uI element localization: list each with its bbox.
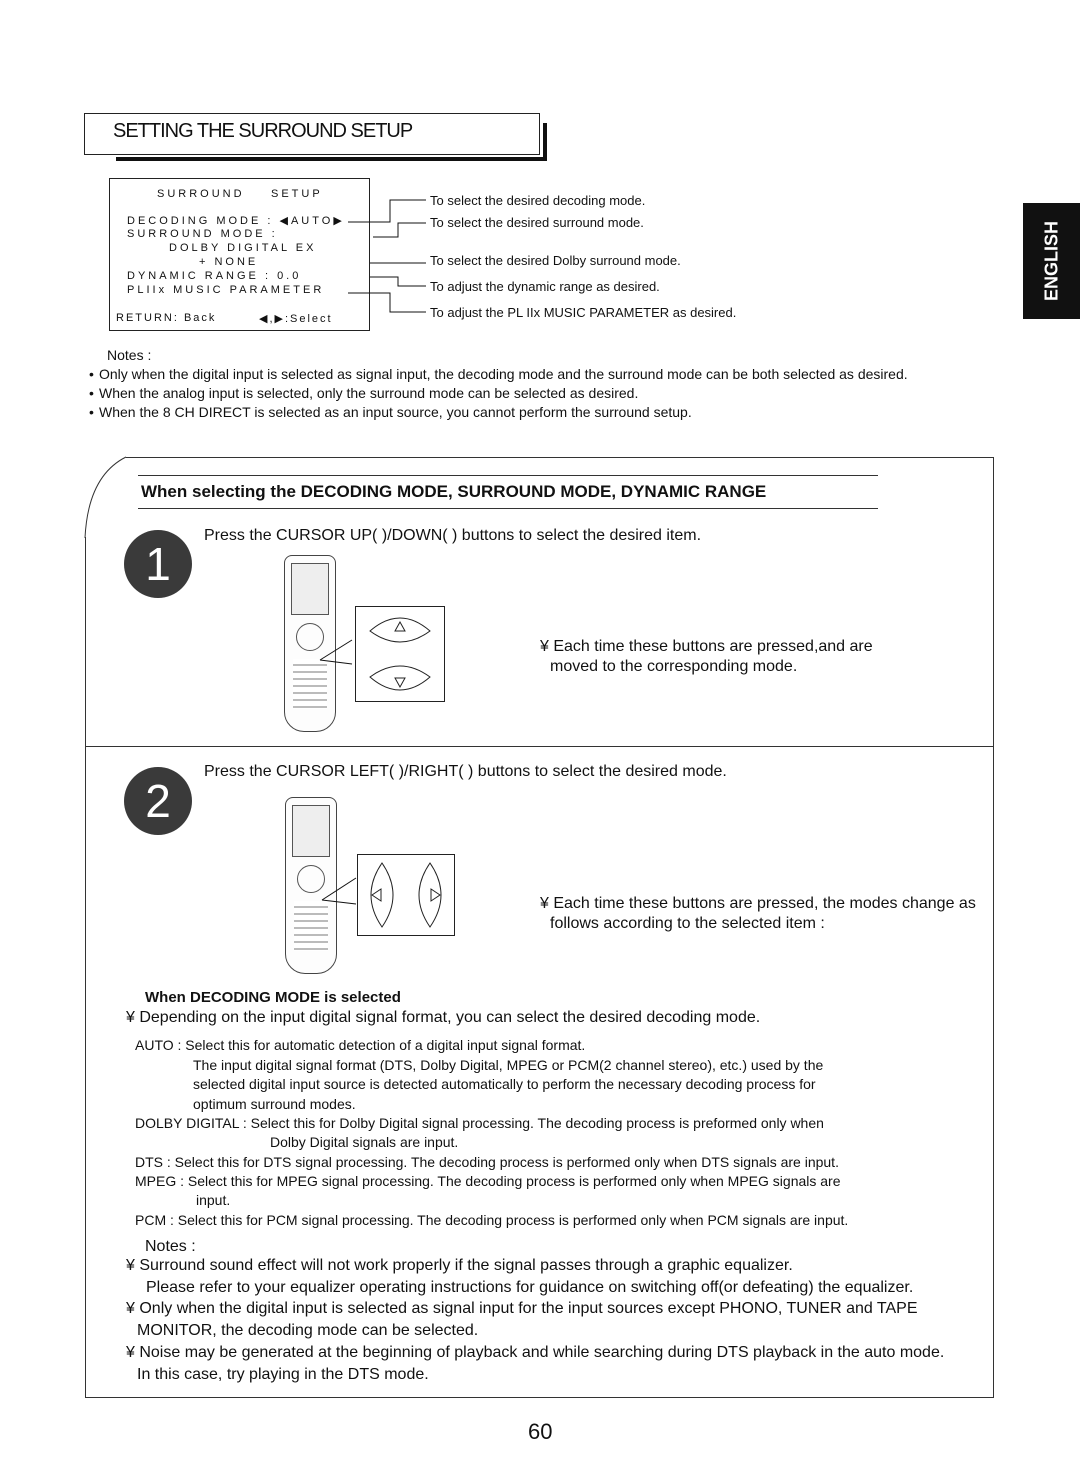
notes-label: Notes : <box>145 1238 196 1255</box>
heading-rule-top <box>138 475 878 476</box>
note-item: ¥ Surround sound effect will not work properly if the signal passes through a graphic equalizer. <box>126 1257 793 1274</box>
def-auto-detail: The input digital signal format (DTS, Dolby Digital, MPEG or PCM(2 channel stereo), etc.) used by the <box>193 1057 824 1073</box>
cursor-up-down-buttons <box>356 607 444 701</box>
pointer-lines <box>320 870 360 910</box>
note-item: In this case, try playing in the DTS mode. <box>137 1366 429 1383</box>
language-tab <box>1023 203 1080 319</box>
page-number: 60 <box>528 1419 553 1444</box>
frame-bottom <box>85 1397 994 1398</box>
menu-dolby-digital-ex: DOLBY DIGITAL EX <box>169 242 317 254</box>
def-dolby-digital: DOLBY DIGITAL : Select this for Dolby Digital signal processing. The decoding process is preformed only when <box>135 1115 824 1131</box>
note-text: When the analog input is selected, only the surround mode can be selected as desired. <box>99 385 639 401</box>
menu-pliix-music: PLIIx MUSIC PARAMETER <box>127 284 325 296</box>
section-heading: When selecting the DECODING MODE, SURROUND MODE, DYNAMIC RANGE <box>141 482 767 501</box>
note-item: • Only when the digital input is selected as signal input, the decoding mode and the surround mode can be both selected as desired. • When the analog input is selected, only the surround mode can be selected as desired. • When the 8 CH DIRECT is selected as an input source, you cannot perform the surround setup. <box>89 365 989 422</box>
def-auto-detail: optimum surround modes. <box>193 1096 356 1112</box>
note-item: ¥ Noise may be generated at the beginning of playback and while searching during DTS playback in the auto mode. <box>126 1344 945 1361</box>
menu-decoding-mode: DECODING MODE : ◀AUTO▶ <box>127 215 345 227</box>
menu-header-left: SURROUND <box>157 188 245 200</box>
callout-leader-lines <box>300 190 430 330</box>
note-item: Please refer to your equalizer operating instructions for guidance on switching off(or defeating) the equalizer. <box>146 1279 914 1296</box>
def-mpeg: MPEG : Select this for MPEG signal processing. The decoding process is performed only when MPEG signals are <box>135 1173 841 1189</box>
step-2-note-line1: ¥ Each time these buttons are pressed, the modes change as <box>540 895 976 912</box>
page-title: SETTING THE SURROUND SETUP <box>113 120 413 142</box>
def-dts: DTS : Select this for DTS signal processing. The decoding process is performed only when DTS signals are input. <box>135 1154 839 1170</box>
left-right-button-diagram <box>357 854 455 936</box>
step-1-badge: 1 <box>124 530 192 598</box>
def-dolby-digital-detail: Dolby Digital signals are input. <box>270 1134 459 1150</box>
callout-surround: To select the desired surround mode. <box>430 215 644 230</box>
pointer-lines <box>318 630 358 670</box>
def-auto: AUTO : Select this for automatic detection of a digital input signal format. <box>135 1037 586 1053</box>
step-2-badge: 2 <box>124 767 192 835</box>
language-tab-label: ENGLISH <box>1041 220 1061 302</box>
def-pcm: PCM : Select this for PCM signal processing. The decoding process is performed only when PCM signals are input. <box>135 1212 849 1228</box>
menu-footer-select: ◀,▶:Select <box>259 313 333 325</box>
note-text: Only when the digital input is selected as signal input, the decoding mode and the surround mode can be both selected as desired. <box>99 366 908 382</box>
remote-display <box>291 563 329 615</box>
frame-divider <box>85 746 994 747</box>
frame-right <box>993 457 994 1398</box>
remote-display <box>292 805 330 857</box>
def-auto-detail: selected digital input source is detected automatically to perform the necessary decoding process for <box>193 1076 816 1092</box>
cursor-left-right-buttons <box>358 855 454 935</box>
callout-dolby: To select the desired Dolby surround mode. <box>430 253 681 268</box>
menu-header-right: SETUP <box>271 188 323 200</box>
up-down-button-diagram <box>355 606 445 702</box>
decoding-intro: ¥ Depending on the input digital signal format, you can select the desired decoding mode. <box>126 1009 761 1026</box>
step-1-note-line2: moved to the corresponding mode. <box>550 658 798 675</box>
heading-rule-bottom <box>138 508 878 509</box>
def-mpeg-detail: input. <box>196 1192 231 1208</box>
step-2-instruction: Press the CURSOR LEFT( )/RIGHT( ) buttons to select the desired mode. <box>204 763 727 780</box>
frame-top <box>126 457 994 458</box>
decoding-heading: When DECODING MODE is selected <box>145 989 401 1006</box>
menu-dynamic-range: DYNAMIC RANGE : 0.0 <box>127 270 302 282</box>
frame-corner-curve <box>84 456 128 540</box>
menu-surround-mode: SURROUND MODE : <box>127 228 278 240</box>
note-item: MONITOR, the decoding mode can be selected. <box>137 1322 479 1339</box>
step-1-note-line1: ¥ Each time these buttons are pressed,and are <box>540 638 873 655</box>
callout-dynamic-range: To adjust the dynamic range as desired. <box>430 279 660 294</box>
note-item: ¥ Only when the digital input is selected as signal input for the input sources except PHONO, TUNER and TAPE <box>126 1300 918 1317</box>
frame-left <box>85 537 86 1398</box>
menu-footer-return: RETURN: Back <box>116 312 217 324</box>
step-2-note-line2: follows according to the selected item : <box>550 915 825 932</box>
step-1-instruction: Press the CURSOR UP( )/DOWN( ) buttons to select the desired item. <box>204 527 702 544</box>
notes-label: Notes : <box>107 347 152 363</box>
callout-pliix: To adjust the PL IIx MUSIC PARAMETER as desired. <box>430 305 737 320</box>
menu-none: + NONE <box>199 256 259 268</box>
note-text: When the 8 CH DIRECT is selected as an input source, you cannot perform the surround setup. <box>99 404 692 420</box>
callout-decoding: To select the desired decoding mode. <box>430 193 646 208</box>
